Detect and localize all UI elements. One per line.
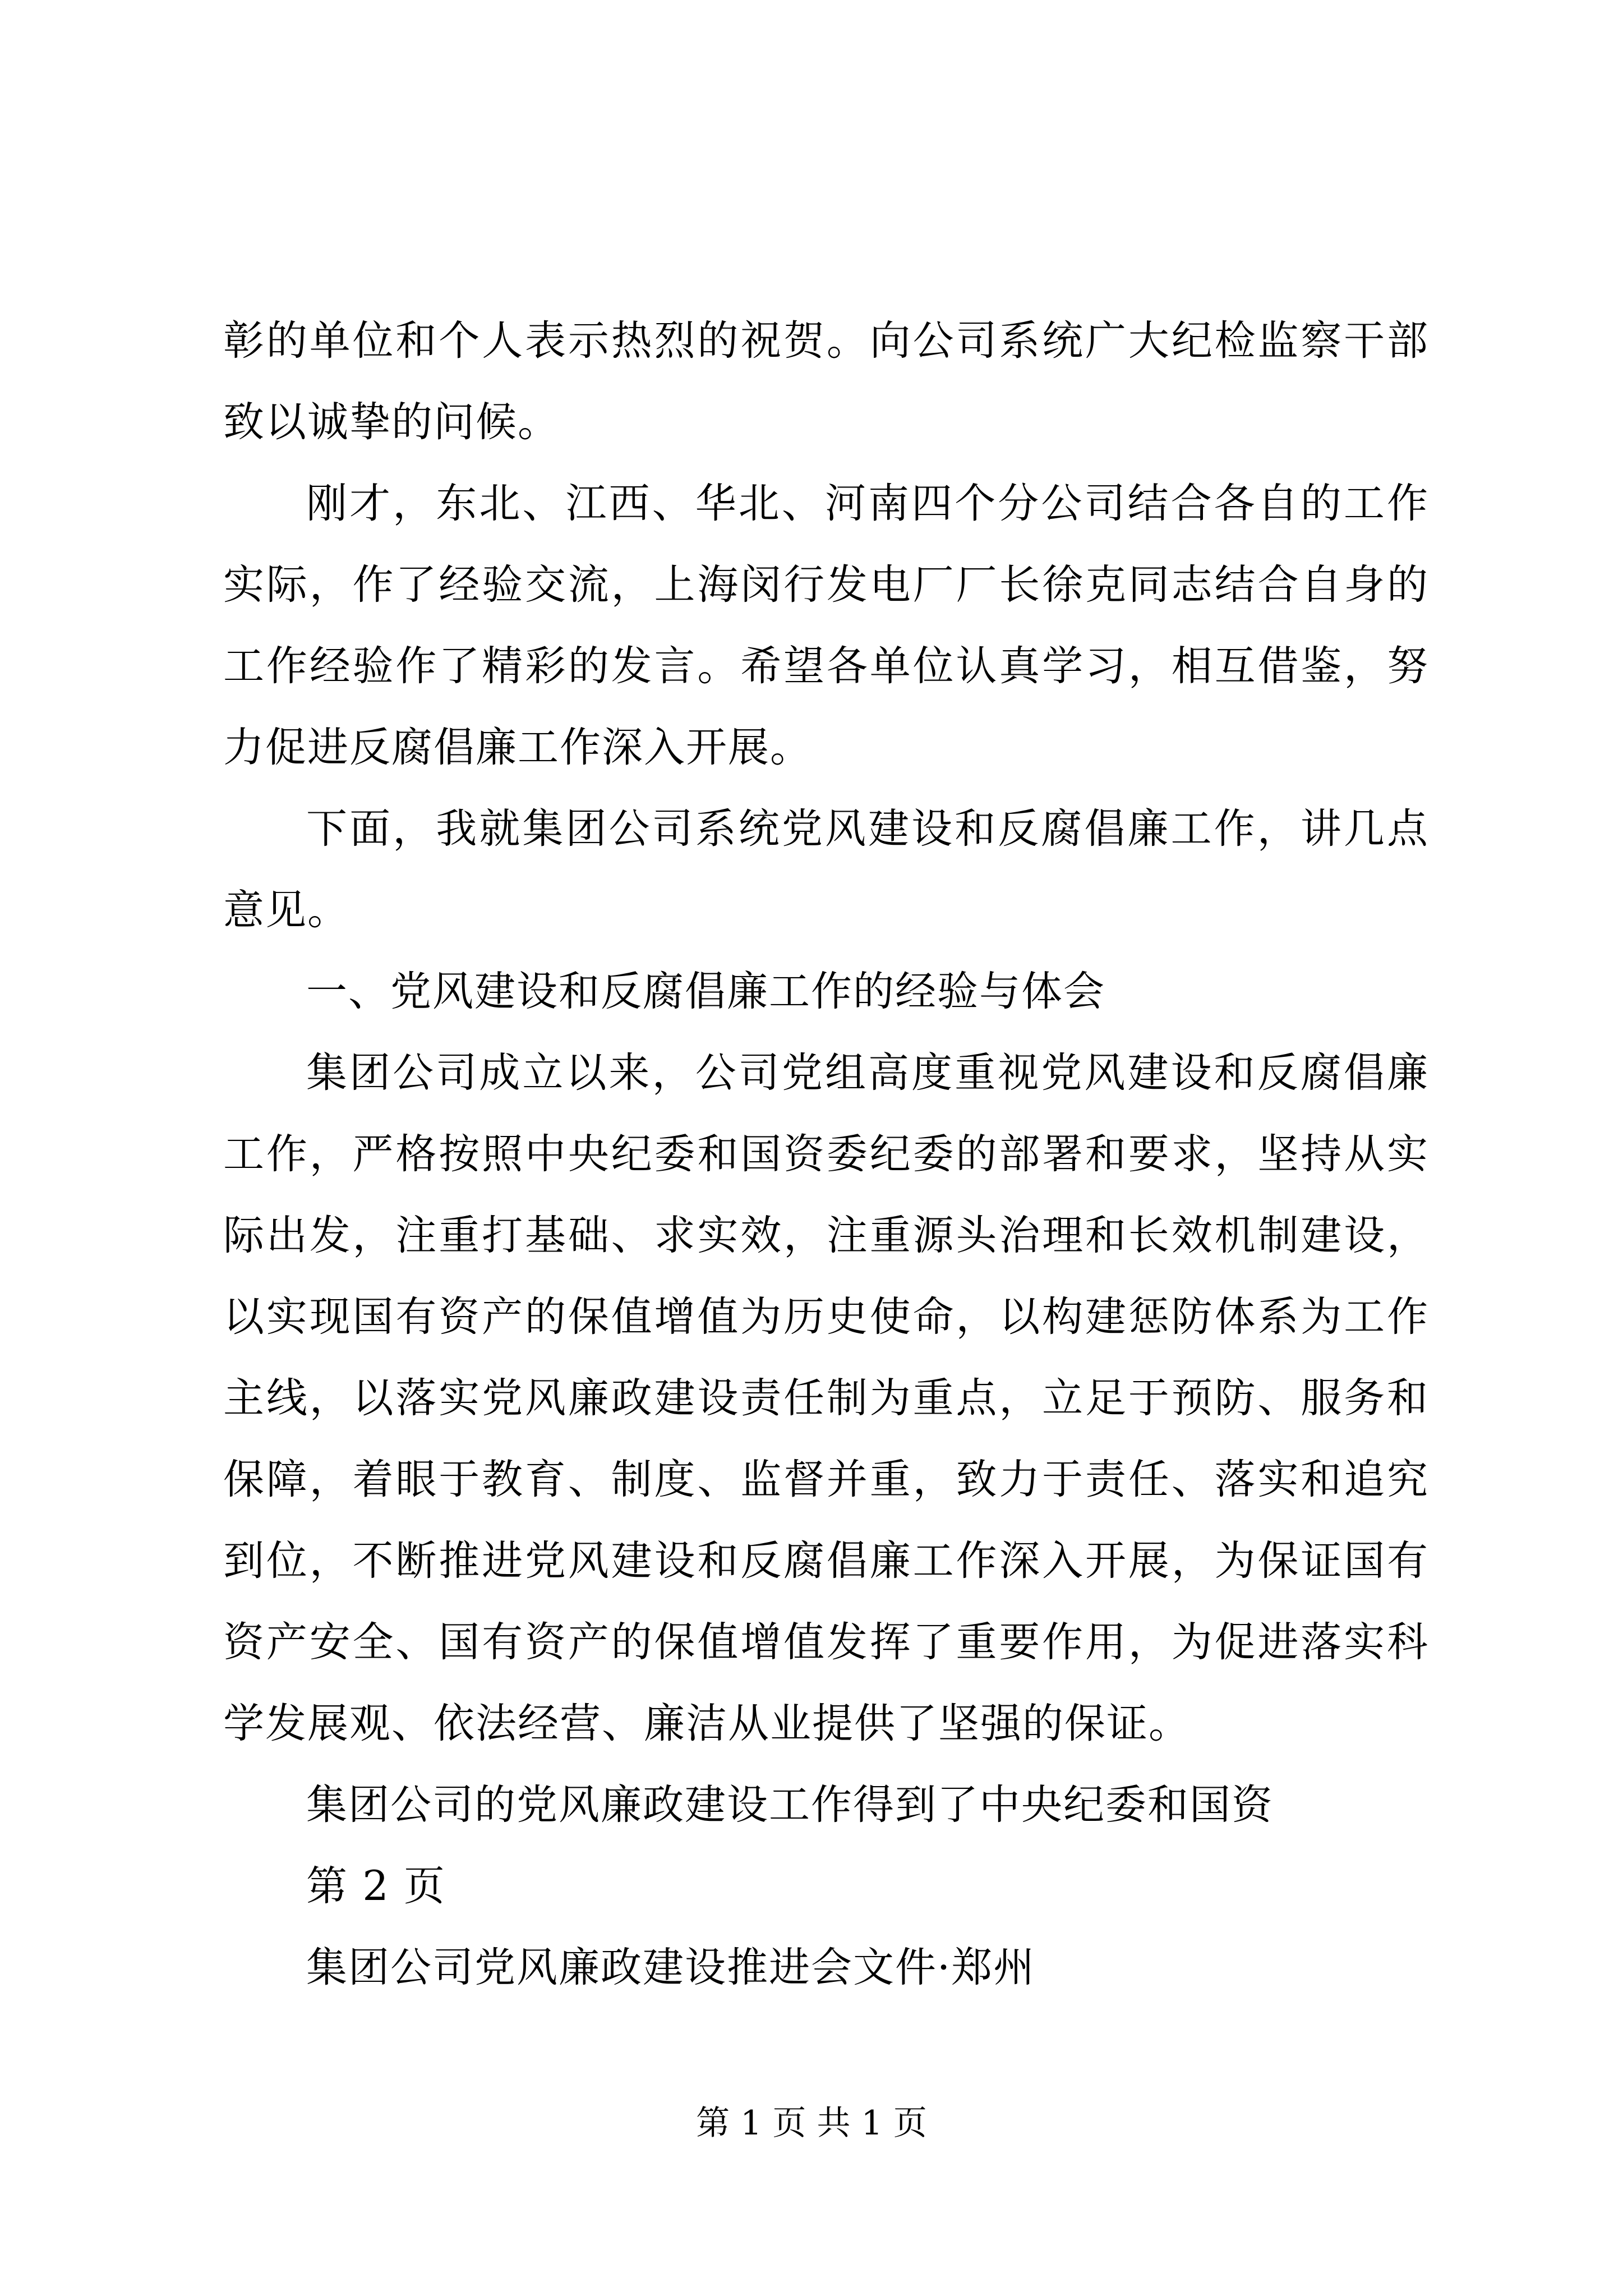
paragraph-opinions-intro: 下面，我就集团公司系统党风建设和反腐倡廉工作，讲几点意见。 (223, 805, 1429, 934)
document-body (223, 300, 1429, 2008)
page-marker: 第 2 页 (306, 1862, 446, 1910)
paragraph-group-overview: 集团公司成立以来，公司党组高度重视党风建设和反腐倡廉工作，严格按照中央纪委和国资委纪委的部署和要求，坚持从实际出发，注重打基础、求实效，注重源头治理和长效机制建设，以实现国有资产的保值增值为历史使命，以构建惩防体系为工作主线，以落实党风廉政建设责任制为重点，立足于预防、服务和保障，着眼于教育、制度、监督并重，致力于责任、落实和追究到位，不断推进党风建设和反腐倡廉工作深入开展，为保证国有资产安全、国有资产的保值增值发挥了重要作用，为促进落实科学发展观、依法经营、廉洁从业提供了坚强的保证。 (223, 1049, 1429, 1747)
document-source-line: 集团公司党风廉政建设推进会文件·郑州 (306, 1944, 1036, 1991)
section-heading-1: 一、党风建设和反腐倡廉工作的经验与体会 (306, 968, 1105, 1015)
paragraph-recognition: 集团公司的党风廉政建设工作得到了中央纪委和国资 (306, 1781, 1274, 1829)
paragraph-experience-exchange: 刚才，东北、江西、华北、河南四个分公司结合各自的工作实际，作了经验交流，上海闵行发电厂厂长徐克同志结合自身的工作经验作了精彩的发言。希望各单位认真学习，相互借鉴，努力促进反腐倡廉工作深入开展。 (223, 480, 1429, 771)
page-footer: 第 1 页 共 1 页 (696, 2104, 927, 2143)
paragraph-continuation: 彰的单位和个人表示热烈的祝贺。向公司系统广大纪检监察干部致以诚挚的问候。 (223, 317, 1429, 446)
